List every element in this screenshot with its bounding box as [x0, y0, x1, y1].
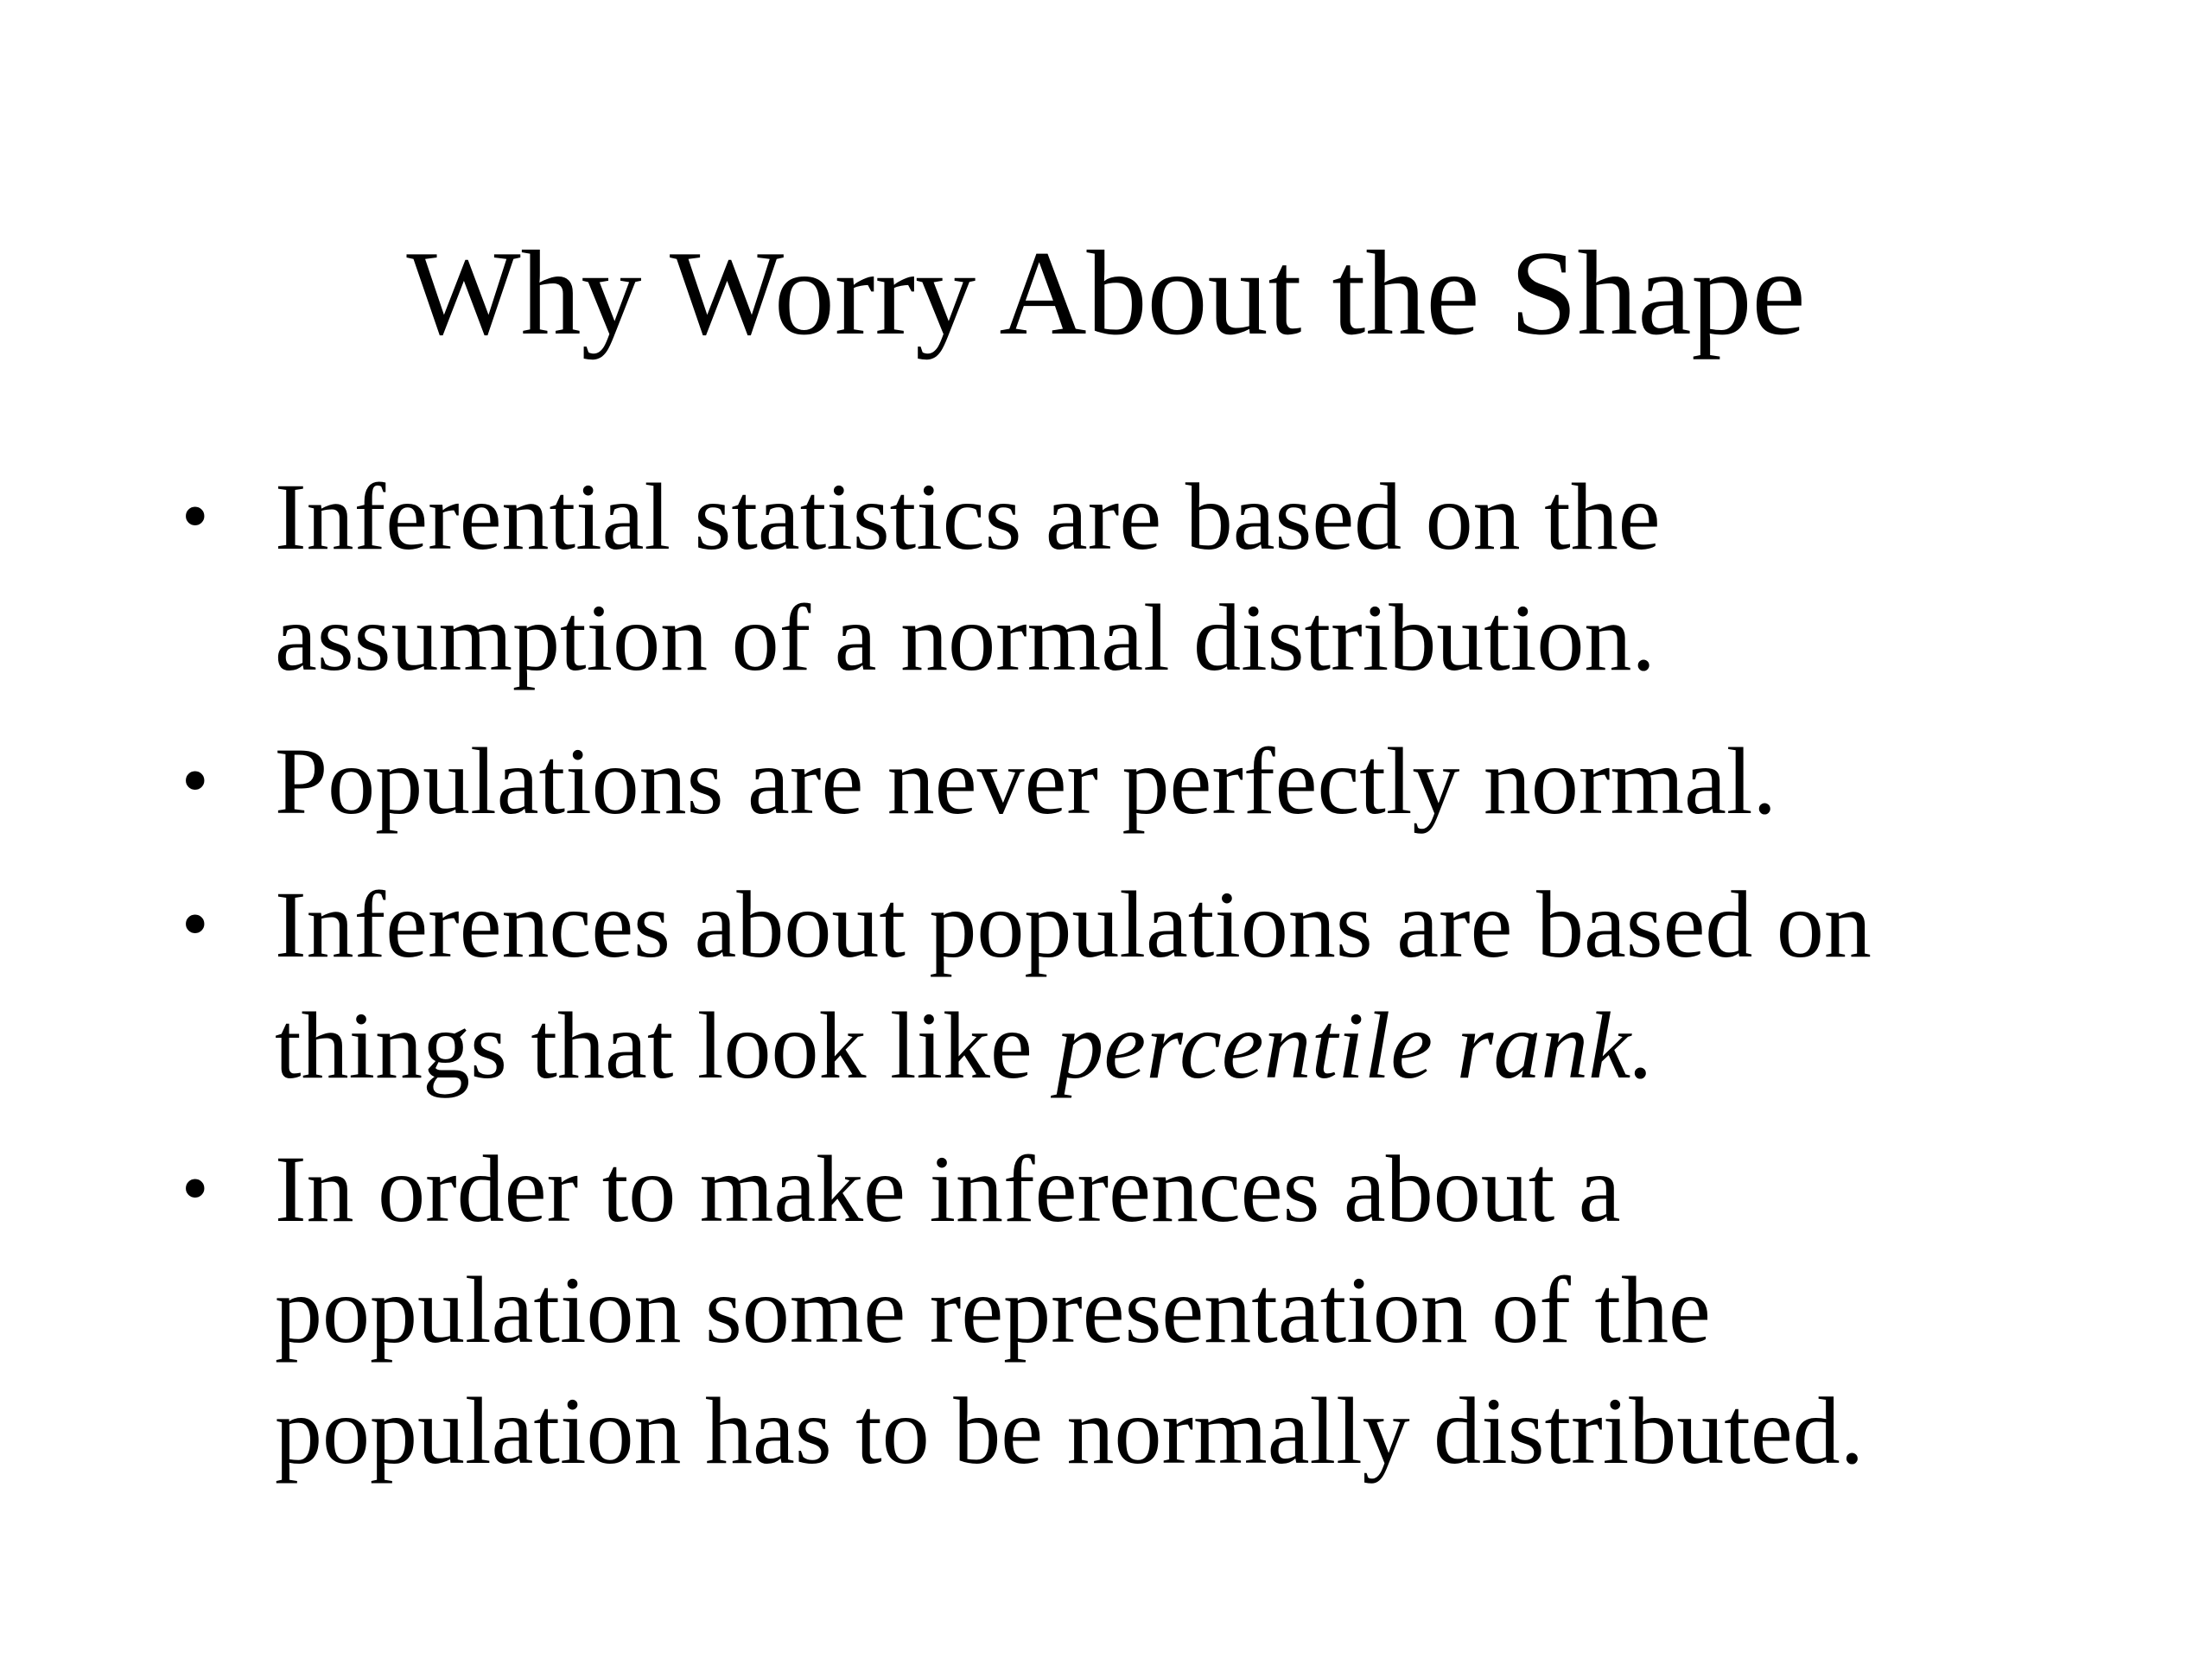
bullet-2-line-1: Populations are never perfectly normal. [275, 728, 1777, 834]
bullet-item-3 [181, 864, 2003, 1106]
bullet-1-line-2: assumption of a normal distribution. [275, 585, 1656, 690]
bullet-3-line-1: Inferences about populations are based on [275, 872, 1872, 977]
slide-title: Why Worry About the Shape [406, 226, 1806, 360]
bullet-4-line-2: population some representation of the [275, 1257, 1711, 1363]
bullet-item-4 [181, 1128, 2003, 1491]
bullet-3-line-2 [275, 985, 2003, 1106]
bullet-icon: • [181, 738, 209, 823]
bullet-1-line-1: Inferential statistics are based on the [275, 464, 1661, 569]
bullet-icon: • [181, 474, 209, 559]
bullet-list [181, 456, 2003, 1514]
bullet-item-1 [181, 456, 2003, 698]
bullet-icon: • [181, 881, 209, 967]
percentile-rank-emphasis: percentile rank. [1056, 993, 1655, 1098]
bullet-4-line-3: population has to be normally distributed. [275, 1378, 1865, 1484]
bullet-icon: • [181, 1146, 209, 1231]
bullet-4-line-1: In order to make inferences about a [275, 1136, 1621, 1242]
bullet-3-line-2-plain: things that look like [275, 993, 1057, 1098]
bullet-item-2 [181, 721, 2003, 842]
